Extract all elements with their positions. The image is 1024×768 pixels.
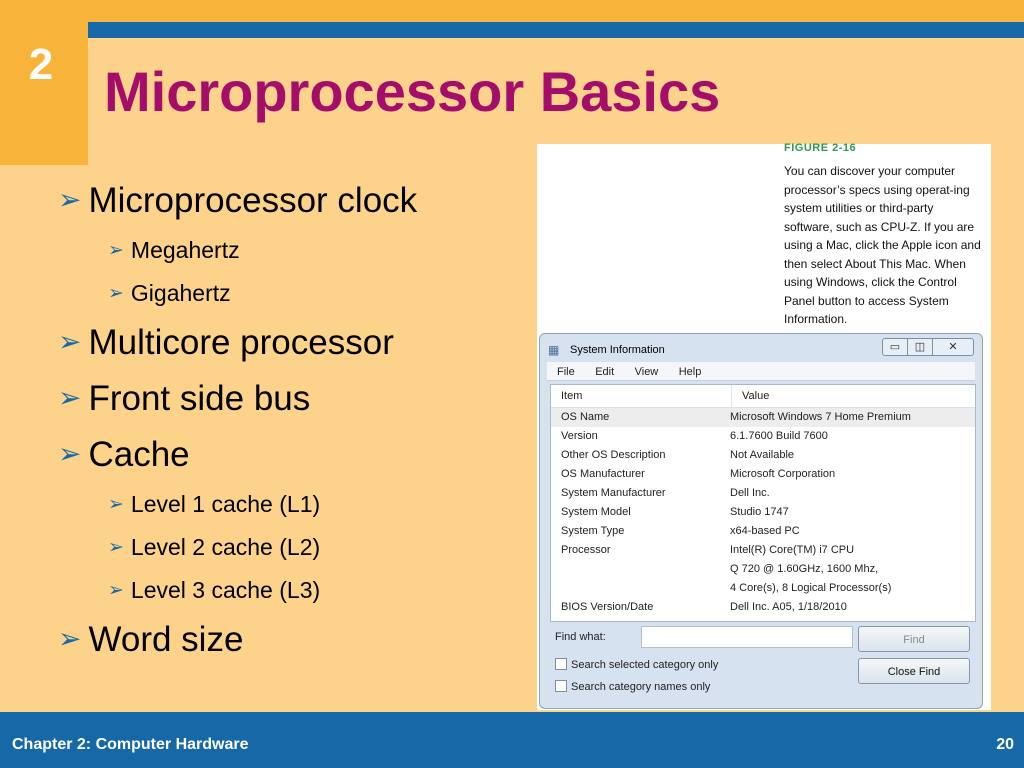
cell-item (551, 560, 730, 579)
search-selected-category-checkbox[interactable] (555, 658, 718, 671)
bullet-item (58, 376, 518, 432)
column-header-item[interactable]: Item (551, 385, 732, 407)
bullet-text: Microprocessor clock (88, 181, 418, 220)
cell-item: Other OS Description (561, 449, 666, 461)
system-information-icon: ▦ (548, 343, 560, 357)
minimize-button[interactable]: ▭ (882, 338, 908, 356)
bullet-item (58, 178, 518, 234)
cell-value: Microsoft Windows 7 Home Premium (730, 411, 911, 423)
arrow-bullet-icon: ➢ (108, 283, 124, 304)
cell-item: System Type (561, 525, 625, 537)
cell-value: Dell Inc. (730, 487, 770, 499)
arrow-bullet-icon: ➢ (108, 580, 124, 601)
cell-item: System Model (561, 506, 631, 518)
checkbox-label: Search selected category only (571, 659, 719, 671)
menu-bar (547, 362, 975, 381)
cell-value: Intel(R) Core(TM) i7 CPU (730, 544, 855, 556)
menu-edit[interactable]: Edit (595, 366, 615, 378)
sub-bullet-text: Level 3 cache (L3) (130, 577, 321, 603)
top-accent-strip (0, 0, 1024, 22)
cell-item: OS Manufacturer (561, 468, 645, 480)
checkbox-icon[interactable] (555, 658, 567, 670)
menu-view[interactable]: View (634, 366, 659, 378)
arrow-bullet-icon: ➢ (58, 382, 82, 413)
table-row[interactable] (551, 465, 975, 484)
system-information-window (539, 333, 983, 709)
close-find-button[interactable]: Close Find (858, 658, 970, 684)
cell-value: x64-based PC (730, 525, 800, 537)
maximize-button[interactable]: ◫ (907, 338, 933, 356)
cell-value: Studio 1747 (730, 506, 789, 518)
table-row[interactable] (551, 446, 975, 465)
sub-bullet-text: Gigahertz (130, 280, 231, 306)
checkbox-label: Search category names only (571, 681, 711, 693)
cell-value: Dell Inc. A05, 1/18/2010 (730, 601, 847, 613)
footer-chapter-title: Chapter 2: Computer Hardware (12, 736, 249, 753)
window-controls (882, 338, 974, 356)
arrow-bullet-icon: ➢ (108, 494, 124, 515)
cell-item: System Manufacturer (561, 487, 666, 499)
cell-item: Version (561, 430, 598, 442)
sub-bullet-item (58, 574, 518, 617)
sub-bullet-item (58, 488, 518, 531)
table-row[interactable] (551, 541, 975, 560)
find-what-label: Find what: (555, 631, 606, 643)
system-summary-table (550, 384, 976, 622)
table-row[interactable] (551, 598, 975, 617)
search-category-names-checkbox[interactable] (555, 680, 710, 693)
table-row[interactable] (551, 408, 975, 427)
sub-bullet-item (58, 234, 518, 277)
table-row[interactable] (551, 427, 975, 446)
sub-bullet-text: Level 1 cache (L1) (130, 491, 321, 517)
cell-value: 4 Core(s), 8 Logical Processor(s) (730, 582, 892, 594)
chapter-number: 2 (28, 40, 54, 89)
arrow-bullet-icon: ➢ (108, 537, 124, 558)
table-row[interactable] (551, 503, 975, 522)
table-row[interactable] (551, 560, 975, 579)
table-row[interactable] (551, 484, 975, 503)
cell-value: Not Available (730, 449, 795, 461)
bullet-item (58, 320, 518, 376)
bullet-text: Front side bus (88, 379, 311, 418)
cell-item: OS Name (561, 411, 610, 423)
arrow-bullet-icon: ➢ (58, 184, 82, 215)
table-row[interactable] (551, 522, 975, 541)
find-button[interactable]: Find (858, 626, 970, 652)
menu-file[interactable]: File (557, 366, 575, 378)
top-blue-band (88, 22, 1024, 38)
bullet-list (58, 178, 518, 673)
find-what-input[interactable] (641, 626, 853, 648)
sub-bullet-item (58, 531, 518, 574)
window-title: System Information (570, 344, 665, 356)
bullet-text: Word size (88, 620, 244, 659)
bullet-item (58, 617, 518, 673)
arrow-bullet-icon: ➢ (58, 438, 82, 469)
close-button[interactable]: ✕ (932, 338, 974, 356)
footer-bar (0, 712, 1024, 768)
arrow-bullet-icon: ➢ (108, 240, 124, 261)
menu-help[interactable]: Help (678, 366, 702, 378)
cell-item: Processor (561, 544, 611, 556)
figure-caption: You can discover your computer processor’s specs using operat-ing system utilities or third-party software, such as CPU-Z. If you are using a Mac, click the Apple icon and then select About This Mac. When using Windows, click the Control Panel button to access System Information. (784, 164, 981, 326)
cell-item (551, 579, 730, 598)
slide-title: Microprocessor Basics (104, 60, 721, 123)
page-number: 20 (996, 736, 1014, 753)
checkbox-icon[interactable] (555, 680, 567, 692)
table-header (551, 385, 975, 408)
cell-item: BIOS Version/Date (561, 601, 654, 613)
sub-bullet-text: Megahertz (130, 237, 240, 263)
bullet-item (58, 432, 518, 488)
figure-label: FIGURE 2-16 (784, 142, 857, 154)
cell-value: Q 720 @ 1.60GHz, 1600 Mhz, (730, 563, 879, 575)
arrow-bullet-icon: ➢ (58, 326, 82, 357)
cell-value: Microsoft Corporation (730, 468, 836, 480)
arrow-bullet-icon: ➢ (58, 623, 82, 654)
column-header-value[interactable]: Value (742, 390, 770, 402)
sub-bullet-text: Level 2 cache (L2) (130, 534, 321, 560)
table-row[interactable] (551, 579, 975, 598)
bullet-text: Multicore processor (88, 323, 394, 362)
sub-bullet-item (58, 277, 518, 320)
bullet-text: Cache (88, 435, 190, 474)
cell-value: 6.1.7600 Build 7600 (730, 430, 828, 442)
